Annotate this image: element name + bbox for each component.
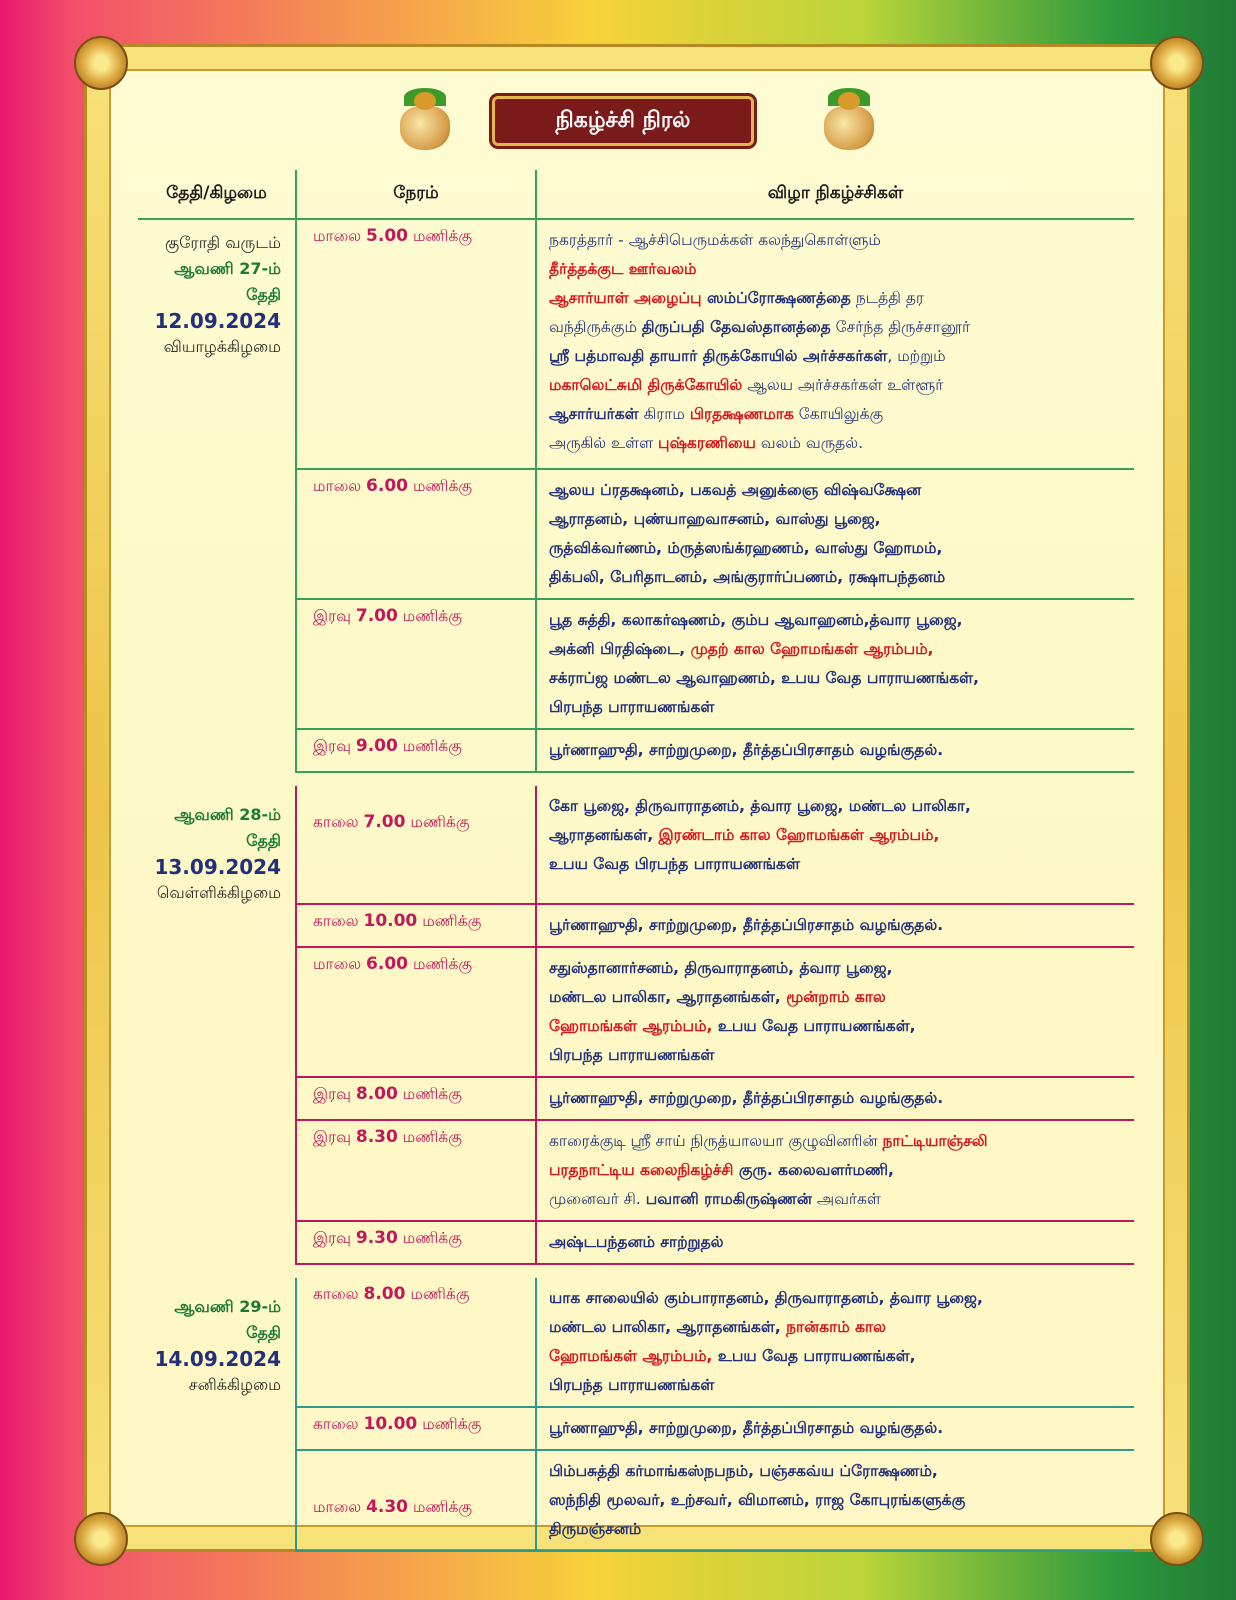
event-text: பிரபந்த பாராயணங்கள் xyxy=(549,698,715,716)
event-line xyxy=(549,284,1126,313)
event-line xyxy=(549,255,1126,284)
schedule-row xyxy=(138,219,1134,469)
event-line xyxy=(549,505,1126,534)
event-text: நகரத்தார் - ஆச்சிபெருமக்கள் கலந்துகொள்ளும் xyxy=(549,231,881,249)
weekday: வெள்ளிக்கிழமை xyxy=(156,883,281,902)
event-text: ஹோமங்கள் ஆரம்பம், xyxy=(549,1347,713,1365)
time-suffix: மணிக்கு xyxy=(412,477,473,495)
time-suffix: மணிக்கு xyxy=(402,1085,462,1103)
event-text: நான்காம் கால xyxy=(786,1318,886,1336)
event-text: நடத்தி தர xyxy=(850,289,924,307)
event-cell xyxy=(536,1278,1134,1407)
event-text: ஸ்ரீ பத்மாவதி தாயார் திருக்கோயில் அர்ச்சகர்கள் xyxy=(549,347,888,365)
event-line xyxy=(549,1414,1126,1443)
time-suffix: மணிக்கு xyxy=(402,1128,462,1146)
event-cell xyxy=(536,469,1134,599)
event-cell xyxy=(536,1120,1134,1221)
event-text: , மற்றும் xyxy=(887,347,946,365)
kalasam-right-icon xyxy=(820,88,878,152)
schedule-table xyxy=(138,170,1134,1552)
event-text: முனைவர் சி. xyxy=(549,1190,646,1208)
header-date: தேதி/கிழமை xyxy=(138,170,296,219)
time-value: 9.30 xyxy=(355,1228,398,1248)
event-text: அக்னி பிரதிஷ்டை, xyxy=(549,640,691,658)
event-line xyxy=(549,635,1126,664)
time-cell xyxy=(296,469,536,599)
event-line xyxy=(549,693,1126,722)
time-suffix: மணிக்கு xyxy=(412,955,473,973)
event-text: பிரபந்த பாராயணங்கள் xyxy=(549,1376,715,1394)
time-period: மாலை xyxy=(313,1498,362,1516)
date-cell xyxy=(138,786,296,1264)
time-value: 8.00 xyxy=(363,1284,406,1304)
event-line xyxy=(549,1515,1126,1544)
event-text: உபய வேத பாராயணங்கள், xyxy=(712,1017,916,1035)
event-text: இரண்டாம் கால ஹோமங்கள் ஆரம்பம், xyxy=(658,826,940,844)
time-suffix: மணிக்கு xyxy=(422,912,482,930)
time-cell xyxy=(296,1221,536,1264)
event-line xyxy=(549,911,1126,940)
time-value: 9.00 xyxy=(355,736,398,756)
event-cell xyxy=(536,904,1134,947)
event-text: கோ பூஜை, திருவாராதனம், த்வார பூஜை, மண்டல பாலிகா, xyxy=(549,797,971,815)
date-cell xyxy=(138,1278,296,1551)
event-line xyxy=(549,429,1126,458)
event-line xyxy=(549,371,1126,400)
event-line xyxy=(549,342,1126,371)
event-text: உபய வேத பிரபந்த பாராயணங்கள் xyxy=(549,855,800,873)
event-line xyxy=(549,313,1126,342)
event-line xyxy=(549,226,1126,255)
event-line xyxy=(549,400,1126,429)
time-period: இரவு xyxy=(313,1085,351,1103)
time-period: மாலை xyxy=(313,955,362,973)
event-line xyxy=(549,476,1126,505)
gregorian-date: 12.09.2024 xyxy=(154,309,281,333)
event-text: முதற் கால ஹோமங்கள் ஆரம்பம், xyxy=(690,640,934,658)
event-cell xyxy=(536,1407,1134,1450)
event-text: மண்டல பாலிகா, ஆராதனங்கள், xyxy=(549,1318,787,1336)
event-text: பிரபந்த பாராயணங்கள் xyxy=(549,1046,715,1064)
time-period: மாலை xyxy=(313,227,362,245)
event-text: ஆராதனங்கள், xyxy=(549,826,659,844)
gregorian-date: 14.09.2024 xyxy=(154,1347,281,1371)
time-value: 8.30 xyxy=(355,1127,398,1147)
schedule-header-row xyxy=(138,170,1134,219)
time-suffix: மணிக்கு xyxy=(412,227,473,245)
event-line xyxy=(549,1371,1126,1400)
event-text: கோயிலுக்கு xyxy=(793,405,884,423)
event-text: பூர்ணாஹுதி, சாற்றுமுறை, தீர்த்தப்பிரசாதம் வழங்குதல். xyxy=(549,916,944,934)
time-period: இரவு xyxy=(313,737,351,755)
event-line xyxy=(549,1127,1126,1156)
time-value: 4.30 xyxy=(366,1497,408,1517)
tamil-year: குரோதி வருடம் xyxy=(164,233,281,252)
event-line xyxy=(549,1084,1126,1113)
event-line xyxy=(549,1313,1126,1342)
time-value: 5.00 xyxy=(366,226,408,246)
event-text: சக்ராப்ஜ மண்டல ஆவாஹணம், உபய வேத பாராயணங்கள், xyxy=(549,669,979,687)
time-value: 6.00 xyxy=(366,476,408,496)
event-text: சதுஸ்தானார்சனம், திருவாராதனம், த்வார பூஜை, xyxy=(549,959,893,977)
weekday: சனிக்கிழமை xyxy=(188,1375,281,1394)
event-text: அவர்கள் xyxy=(811,1190,881,1208)
event-text: மூன்றாம் கால xyxy=(786,988,886,1006)
event-line xyxy=(549,821,1126,850)
event-text: ஆசார்யர்கள் xyxy=(549,405,639,423)
time-value: 7.00 xyxy=(363,812,406,832)
event-cell xyxy=(536,947,1134,1077)
event-line xyxy=(549,563,1126,592)
event-text: தீர்த்தக்குட ஊர்வலம் xyxy=(549,260,697,278)
time-cell xyxy=(296,599,536,729)
time-value: 7.00 xyxy=(355,606,398,626)
time-period: காலை xyxy=(313,1415,359,1433)
event-text: பூர்ணாஹுதி, சாற்றுமுறை, தீர்த்தப்பிரசாதம் வழங்குதல். xyxy=(549,1419,944,1437)
event-line xyxy=(549,1486,1126,1515)
corner-ornament-icon xyxy=(74,36,128,90)
event-text: குரு. கலைவளர்மணி, xyxy=(733,1161,894,1179)
time-period: மாலை xyxy=(313,477,362,495)
event-text: யாக சாலையில் கும்பாராதனம், திருவாராதனம், த்வார பூஜை, xyxy=(549,1289,983,1307)
event-text: திக்பலி, பேரிதாடனம், அங்குரார்ப்பணம், ரக்ஷாபந்தனம் xyxy=(549,568,946,586)
event-line xyxy=(549,850,1126,879)
event-cell xyxy=(536,219,1134,469)
event-text: அஷ்டபந்தனம் சாற்றுதல் xyxy=(549,1233,724,1251)
event-line xyxy=(549,1185,1126,1214)
event-text: பூர்ணாஹுதி, சாற்றுமுறை, தீர்த்தப்பிரசாதம் வழங்குதல். xyxy=(549,1089,944,1107)
event-text: ஆராதனம், புண்யாஹவாசனம், வாஸ்து பூஜை, xyxy=(549,510,881,528)
event-line xyxy=(549,606,1126,635)
event-text: சேர்ந்த திருச்சானூர் xyxy=(830,318,971,336)
event-cell xyxy=(536,786,1134,904)
time-suffix: மணிக்கு xyxy=(402,607,462,625)
event-text: நாட்டியாஞ்சலி xyxy=(882,1132,988,1150)
time-value: 10.00 xyxy=(363,1414,418,1434)
event-text: வந்திருக்கும் xyxy=(549,318,642,336)
event-text: பூர்ணாஹுதி, சாற்றுமுறை, தீர்த்தப்பிரசாதம் வழங்குதல். xyxy=(549,741,944,759)
time-cell xyxy=(296,904,536,947)
date-cell xyxy=(138,219,296,772)
event-cell xyxy=(536,1450,1134,1551)
event-text: பவானி ராமகிருஷ்ணன் xyxy=(645,1190,812,1208)
time-suffix: மணிக்கு xyxy=(402,1229,462,1247)
time-suffix: மணிக்கு xyxy=(402,737,462,755)
weekday: வியாழக்கிழமை xyxy=(163,337,281,356)
event-text: உபய வேத பாராயணங்கள், xyxy=(712,1347,916,1365)
event-line xyxy=(549,792,1126,821)
event-text: ஆலய அர்ச்சகர்கள் உள்ளூர் xyxy=(742,376,944,394)
event-line xyxy=(549,1457,1126,1486)
schedule-row xyxy=(138,1278,1134,1407)
time-cell xyxy=(296,1278,536,1407)
event-text: பரதநாட்டிய கலைநிகழ்ச்சி xyxy=(549,1161,734,1179)
event-line xyxy=(549,983,1126,1012)
event-line xyxy=(549,1012,1126,1041)
event-line xyxy=(549,1284,1126,1313)
gregorian-date: 13.09.2024 xyxy=(154,855,281,879)
time-cell xyxy=(296,1120,536,1221)
event-text: ஆலய ப்ரதக்ஷனம், பகவத் அனுக்ஞை விஷ்வக்ஷேன xyxy=(549,481,922,499)
event-text: ஸந்நிதி மூலவர், உற்சவர், விமானம், ராஜ கோபுரங்களுக்கு xyxy=(549,1491,966,1509)
time-cell xyxy=(296,219,536,469)
event-text: திருமஞ்சனம் xyxy=(549,1520,642,1538)
time-cell xyxy=(296,1450,536,1551)
event-text: திருப்பதி தேவஸ்தானத்தை xyxy=(641,318,831,336)
time-period: காலை xyxy=(313,912,359,930)
kalasam-left-icon xyxy=(396,88,454,152)
header-time: நேரம் xyxy=(296,170,536,219)
event-line xyxy=(549,664,1126,693)
event-text: பிம்பசுத்தி கர்மாங்கஸ்நபநம், பஞ்சகவ்ய ப்ரோக்ஷணம், xyxy=(549,1462,938,1480)
event-line xyxy=(549,1228,1126,1257)
event-line xyxy=(549,1342,1126,1371)
time-period: காலை xyxy=(313,813,359,831)
event-cell xyxy=(536,729,1134,772)
tamil-date: ஆவணி 27-ம் தேதி xyxy=(174,259,281,304)
event-line xyxy=(549,1156,1126,1185)
time-cell xyxy=(296,1407,536,1450)
event-text: அருகில் உள்ள xyxy=(549,434,659,452)
time-cell xyxy=(296,1077,536,1120)
time-cell xyxy=(296,947,536,1077)
event-text: வலம் வருதல். xyxy=(755,434,863,452)
event-line xyxy=(549,534,1126,563)
event-cell xyxy=(536,1221,1134,1264)
event-text: பிரதக்ஷணமாக xyxy=(689,405,794,423)
event-line xyxy=(549,954,1126,983)
time-value: 6.00 xyxy=(366,954,408,974)
time-cell xyxy=(296,786,536,904)
event-text: மகாலெட்சுமி திருக்கோயில் xyxy=(549,376,743,394)
event-cell xyxy=(536,599,1134,729)
corner-ornament-icon xyxy=(1150,36,1204,90)
tamil-date: ஆவணி 29-ம் தேதி xyxy=(174,1297,281,1342)
event-line xyxy=(549,1041,1126,1070)
event-text: காரைக்குடி ஸ்ரீ சாய் நிருத்யாலயா குழுவினரின் xyxy=(549,1132,883,1150)
time-value: 10.00 xyxy=(363,911,418,931)
time-suffix: மணிக்கு xyxy=(422,1415,482,1433)
time-value: 8.00 xyxy=(355,1084,398,1104)
event-text: பூத சுத்தி, கலாகர்ஷணம், கும்ப ஆவாஹனம்,த்வார பூஜை, xyxy=(549,611,963,629)
event-text: கிராம xyxy=(638,405,690,423)
tamil-date: ஆவணி 28-ம் தேதி xyxy=(174,805,281,850)
event-text: ஆசார்யாள் அழைப்பு xyxy=(549,289,702,307)
corner-ornament-icon xyxy=(74,1512,128,1566)
event-text: புஷ்கரணியை xyxy=(658,434,756,452)
event-cell xyxy=(536,1077,1134,1120)
schedule-body xyxy=(138,219,1134,1551)
time-period: காலை xyxy=(313,1285,359,1303)
time-cell xyxy=(296,729,536,772)
event-text: ஹோமங்கள் ஆரம்பம், xyxy=(549,1017,713,1035)
time-suffix: மணிக்கு xyxy=(410,1285,470,1303)
event-text: ருத்விக்வர்ணம், ம்ருத்ஸங்க்ரஹணம், வாஸ்து ஹோமம், xyxy=(549,539,943,557)
event-text: மண்டல பாலிகா, ஆராதனங்கள், xyxy=(549,988,787,1006)
schedule-row xyxy=(138,786,1134,904)
corner-ornament-icon xyxy=(1150,1512,1204,1566)
header-events: விழா நிகழ்ச்சிகள் xyxy=(536,170,1134,219)
time-period: இரவு xyxy=(313,1229,351,1247)
time-period: இரவு xyxy=(313,607,351,625)
time-suffix: மணிக்கு xyxy=(412,1498,473,1516)
event-text: ஸம்ப்ரோக்ஷணத்தை xyxy=(701,289,851,307)
page-title: நிகழ்ச்சி நிரல் xyxy=(492,96,754,146)
event-line xyxy=(549,736,1126,765)
time-suffix: மணிக்கு xyxy=(410,813,470,831)
time-period: இரவு xyxy=(313,1128,351,1146)
